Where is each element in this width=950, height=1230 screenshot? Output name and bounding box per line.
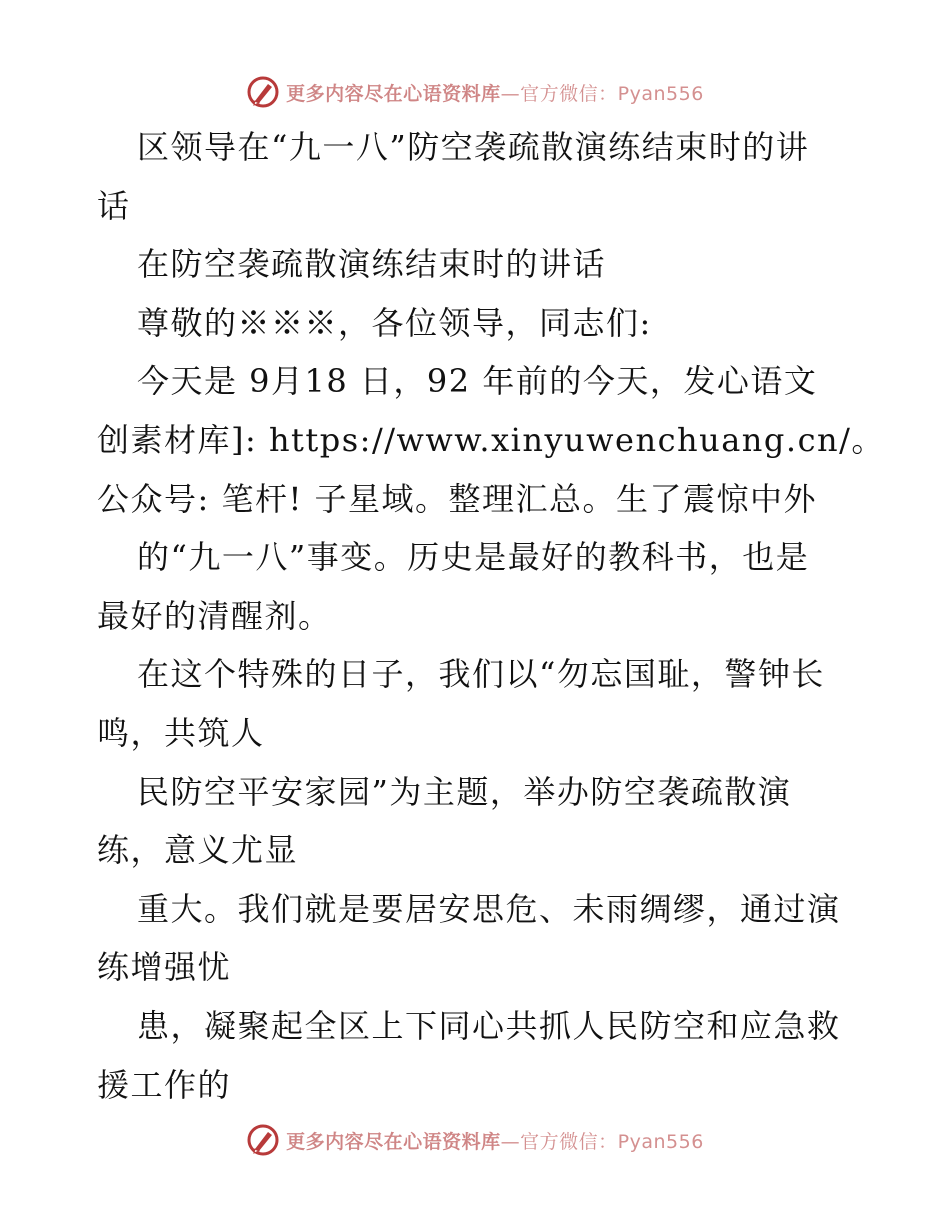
text-line: 患，凝聚起全区上下同心共抓人民防空和应急救 [137,1006,841,1045]
footer-banner [0,1120,950,1160]
text-line: 尊敬的※※※，各位领导，同志们: [137,303,652,342]
text-line: 今天是 9月18 日，92 年前的今天，发心语文 [137,362,818,401]
text-line: 的“九一八”事变。历史是最好的教科书，也是 [137,538,810,577]
banner-wechat-text: 官方微信：Pyan556 [520,82,704,105]
text-line: 在这个特殊的日子，我们以“勿忘国耻，警钟长 [137,655,825,694]
text-line: 练增强忧 [97,948,232,987]
banner-text [286,1127,704,1154]
text-line: 话 [97,186,131,225]
banner-main-text: 更多内容尽在心语资料库 [286,1130,501,1153]
banner-dash: — [500,1130,521,1153]
header-banner [0,72,950,112]
banner-dash: — [500,82,521,105]
banner-wechat-text: 官方微信：Pyan556 [520,1130,704,1153]
text-line: 最好的清醒剂。 [97,596,332,635]
text-line: 援工作的 [97,1065,232,1104]
text-line: 民防空平安家园”为主题，举办防空袭疏散演 [137,772,792,811]
text-line: 练，意义尤显 [97,831,299,870]
text-line: 重大。我们就是要居安思危、未雨绸缪，通过演 [137,889,841,928]
text-line: 鸣，共筑人 [97,713,265,752]
pen-logo-icon [246,75,280,109]
text-line: 区领导在“九一八”防空袭疏散演练结束时的讲 [137,128,810,166]
text-line: 在防空袭疏散演练结束时的讲话 [137,245,607,284]
text-line: 创素材库]: https://www.xinyuwenchuang.cn/。 [97,420,885,459]
banner-main-text: 更多内容尽在心语资料库 [286,82,501,105]
text-line: 公众号: 笔杆! 子星域。整理汇总。生了震惊中外 [97,479,817,518]
banner-text [286,79,704,106]
document-body [97,118,885,1114]
pen-logo-icon [246,1123,280,1157]
